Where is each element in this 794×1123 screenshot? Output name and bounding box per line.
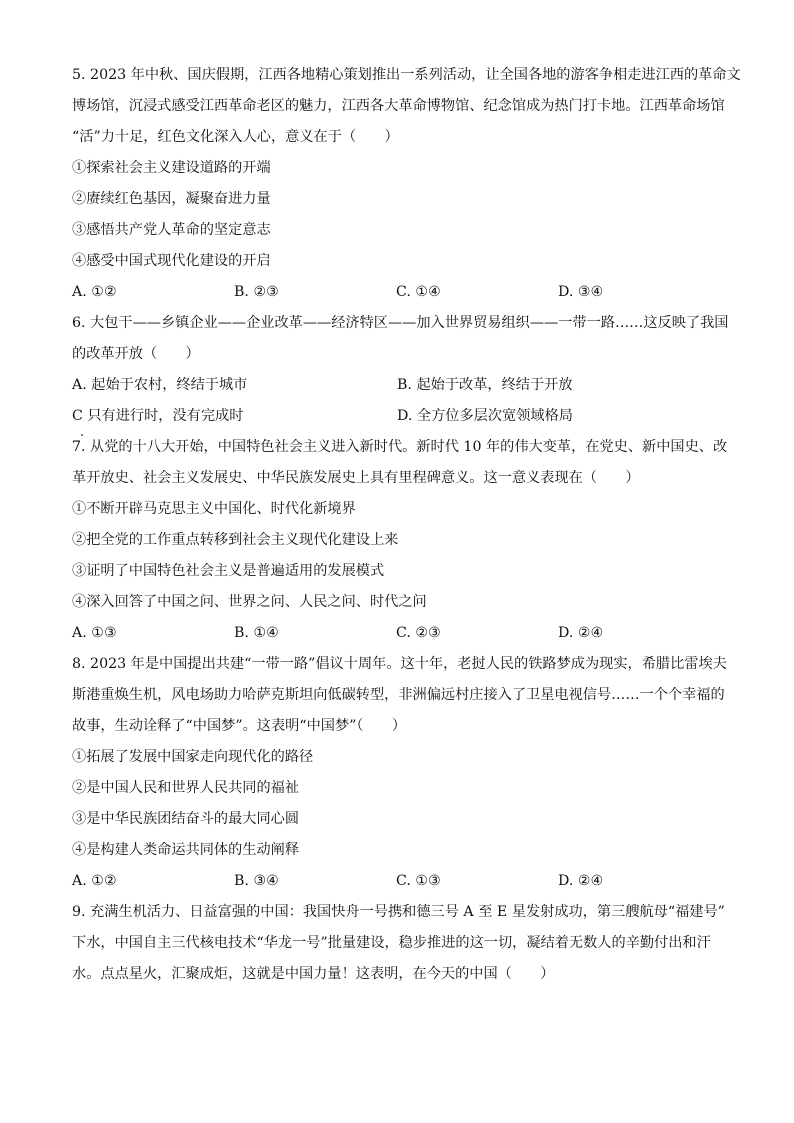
- statement-item: ③是中华民族团结奋斗的最大同心圆: [72, 811, 300, 827]
- option-c: C 只有进行时，没有完成时: [72, 408, 244, 424]
- question-7: [72, 432, 728, 649]
- statement-item: ③证明了中国特色社会主义是普遍适用的发展模式: [72, 563, 385, 579]
- option-c: C. ②③: [396, 625, 441, 641]
- option-c: C. ①③: [396, 873, 441, 889]
- answer-options: [72, 618, 722, 649]
- question-6: [72, 308, 729, 432]
- question-stem-line: 下水，中国自主三代核电技术“华龙一号”批量建设，稳步推进的这一切，凝结着无数人的辛勤付出和汗: [72, 935, 711, 951]
- question-stem-line: 革开放史、社会主义发展史、中华民族发展史上具有里程碑意义。这一意义表现在（ ）: [72, 470, 640, 486]
- option-d: D. ②④: [558, 873, 604, 889]
- statement-item: ③感悟共产党人革命的坚定意志: [72, 222, 271, 238]
- question-stem-line: 8. 2023 年是中国提出共建“一带一路”倡议十周年。这十年，老挝人民的铁路梦成为现实，希腊比雷埃夫: [72, 656, 727, 672]
- statement-item: ④深入回答了中国之问、世界之问、人民之问、时代之问: [72, 594, 427, 610]
- answer-options: [72, 866, 722, 897]
- question-stem-line: 6. 大包干——乡镇企业——企业改革——经济特区——加入世界贸易组织——一带一路……这反映了我国: [72, 315, 729, 331]
- answer-options: [72, 277, 722, 308]
- option-b: B. ③④: [234, 873, 279, 889]
- statement-item: ①不断开辟马克思主义中国化、时代化新境界: [72, 501, 356, 517]
- answer-options-row: [72, 401, 722, 432]
- question-stem-line: 9. 充满生机活力、日益富强的中国：我国快舟一号携和德三号 A 至 E 星发射成功，第三艘航母“福建号”: [72, 904, 725, 920]
- option-a: A. ①②: [72, 873, 117, 889]
- question-5: [72, 60, 741, 308]
- option-a: A. 起始于农村，终结于城市: [72, 377, 248, 393]
- question-8: [72, 649, 727, 897]
- question-stem-line: 7. 从党的十八大开始，中国特色社会主义进入新时代。新时代 10 年的伟大变革，在党史、新中国史、改: [72, 439, 728, 455]
- question-stem-line: 水。点点星火，汇聚成炬，这就是中国力量！这表明，在今天的中国（ ）: [72, 966, 555, 982]
- question-stem-line: 5. 2023 年中秋、国庆假期，江西各地精心策划推出一系列活动，让全国各地的游客争相走进江西的革命文: [72, 67, 741, 83]
- option-d: D. ③④: [558, 284, 604, 300]
- statement-item: ②是中国人民和世界人民共同的福祉: [72, 780, 300, 796]
- statement-item: ④感受中国式现代化建设的开启: [72, 253, 271, 269]
- option-b: B. ①④: [234, 625, 279, 641]
- option-d: D. 全方位多层次宽领域格局: [397, 408, 573, 424]
- question-stem-line: 斯港重焕生机，风电场助力哈萨克斯坦向低碳转型，非洲偏远村庄接入了卫星电视信号……一个个幸福的: [72, 687, 725, 703]
- question-9: [72, 897, 725, 990]
- answer-options-row: [72, 370, 722, 401]
- statement-item: ②赓续红色基因，凝聚奋进力量: [72, 191, 271, 207]
- exam-page: [72, 60, 741, 990]
- stray-mark: [81, 434, 83, 436]
- option-b: B. 起始于改革，终结于开放: [397, 377, 573, 393]
- statement-item: ②把全党的工作重点转移到社会主义现代化建设上来: [72, 532, 399, 548]
- question-stem-line: 故事，生动诠释了“中国梦”。这表明“中国梦”（ ）: [72, 718, 407, 734]
- question-stem-line: 博场馆，沉浸式感受江西革命老区的魅力，江西各大革命博物馆、纪念馆成为热门打卡地。江西革命场馆: [72, 98, 725, 114]
- statement-item: ①拓展了发展中国家走向现代化的路径: [72, 749, 314, 765]
- question-stem-line: 的改革开放（ ）: [72, 346, 200, 362]
- option-a: A. ①③: [72, 625, 117, 641]
- option-b: B. ②③: [234, 284, 279, 300]
- question-stem-line: “活”力十足，红色文化深入人心，意义在于（ ）: [72, 129, 399, 145]
- option-c: C. ①④: [396, 284, 441, 300]
- statement-item: ①探索社会主义建设道路的开端: [72, 160, 271, 176]
- statement-item: ④是构建人类命运共同体的生动阐释: [72, 842, 300, 858]
- option-a: A. ①②: [72, 284, 117, 300]
- option-d: D. ②④: [558, 625, 604, 641]
